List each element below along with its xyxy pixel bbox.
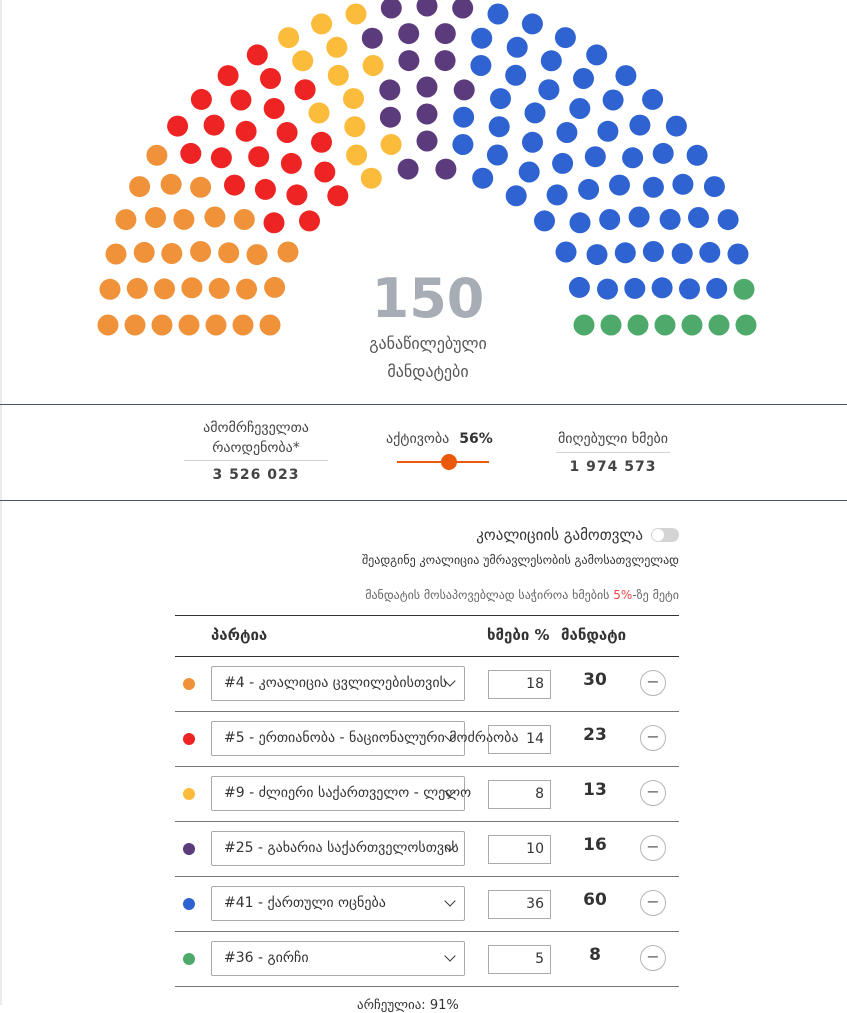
- seat-dot: [435, 23, 456, 44]
- seat-dot: [161, 243, 182, 264]
- party-select[interactable]: [211, 721, 519, 756]
- seat-dot: [534, 210, 555, 231]
- voters-label-line2: რაოდენობა*: [212, 440, 300, 456]
- turnout-value: 56%: [459, 431, 493, 447]
- seat-dot: [470, 55, 491, 76]
- votes-received-stat: [556, 431, 670, 475]
- seat-dot: [100, 279, 121, 300]
- party-color-dot: [183, 678, 195, 690]
- seat-dot: [587, 244, 608, 265]
- seat-dot: [488, 4, 509, 25]
- seat-dot: [264, 277, 285, 298]
- party-select-value: #9 - ძლიერი საქართველო - ლელო: [224, 785, 472, 801]
- remove-party-button[interactable]: −: [640, 945, 666, 971]
- party-select-value: #36 - გირჩი: [224, 950, 309, 966]
- seat-dot: [152, 315, 173, 336]
- seat-dot: [653, 143, 674, 164]
- seat-dot: [295, 79, 316, 100]
- party-color-dot: [183, 733, 195, 745]
- seat-dot: [519, 162, 540, 183]
- seat-dot: [597, 279, 618, 300]
- seat-dot: [599, 209, 620, 230]
- seat-dot: [234, 209, 255, 230]
- seat-dot: [574, 315, 595, 336]
- seat-dot: [299, 210, 320, 231]
- seat-dot: [688, 207, 709, 228]
- seat-dot: [115, 209, 136, 230]
- party-row: [175, 767, 679, 822]
- party-select-value: #41 - ქართული ოცნება: [224, 895, 386, 911]
- seat-dot: [224, 175, 245, 196]
- votes-received-value: 1 974 573: [556, 452, 670, 475]
- seat-dot: [380, 107, 401, 128]
- seat-dot: [471, 28, 492, 49]
- total-seats-number: 150: [371, 267, 485, 330]
- seat-dot: [541, 50, 562, 71]
- coalition-toggle-switch[interactable]: [651, 528, 679, 542]
- seat-dot: [525, 102, 546, 123]
- seat-dot: [615, 242, 636, 263]
- party-select-value: #5 - ერთიანობა - ნაციონალური მოძრაობა: [224, 730, 519, 746]
- seat-dot: [570, 212, 591, 233]
- remove-party-button[interactable]: −: [640, 780, 666, 806]
- remove-party-button[interactable]: −: [640, 670, 666, 696]
- seat-dot: [487, 145, 508, 166]
- seat-dot: [538, 79, 559, 100]
- voters-value: 3 526 023: [184, 460, 328, 483]
- votes-percent-input[interactable]: 18: [488, 670, 551, 699]
- seat-dot: [687, 145, 708, 166]
- chevron-down-icon: [444, 950, 455, 961]
- seats-count: 16: [583, 835, 607, 855]
- seat-dot: [624, 278, 645, 299]
- seat-dot: [522, 132, 543, 153]
- party-row: [175, 712, 679, 767]
- seat-dot: [106, 244, 127, 265]
- seat-dot: [435, 159, 456, 180]
- party-row: [175, 822, 679, 877]
- seat-dot: [230, 90, 251, 111]
- seat-dot: [547, 184, 568, 205]
- seats-count: 30: [583, 670, 607, 690]
- seat-dot: [398, 159, 419, 180]
- seat-dot: [362, 28, 383, 49]
- seats-count: 23: [583, 725, 607, 745]
- header-party: პარტია: [211, 626, 268, 644]
- seat-dot: [643, 241, 664, 262]
- seat-dot: [699, 242, 720, 263]
- chevron-down-icon: [444, 895, 455, 906]
- seat-dot: [489, 116, 510, 137]
- coalition-subtitle: შეადგინე კოალიცია უმრავლესობის გამოსათვლელად: [361, 553, 679, 567]
- seat-dot: [601, 315, 622, 336]
- seat-dot: [278, 242, 299, 263]
- seat-dot: [435, 50, 456, 71]
- turnout-stat: [386, 431, 493, 447]
- seat-dot: [190, 241, 211, 262]
- party-select-value: #25 - გახარია საქართველოსთვის: [224, 840, 459, 856]
- seat-dot: [398, 23, 419, 44]
- seat-dot: [236, 279, 257, 300]
- seat-dot: [569, 277, 590, 298]
- total-seats-caption: [328, 330, 528, 386]
- seat-dot: [190, 177, 211, 198]
- seat-dot: [615, 65, 636, 86]
- voters-label-line1: ამომრჩეველთა: [203, 420, 309, 436]
- table-top-rule: [175, 615, 679, 616]
- seat-dot: [180, 143, 201, 164]
- party-color-dot: [183, 788, 195, 800]
- seat-dot: [603, 90, 624, 111]
- seat-dot: [505, 65, 526, 86]
- seat-dot: [281, 153, 302, 174]
- seat-dot: [417, 131, 438, 152]
- seat-dot: [326, 37, 347, 58]
- seat-dot: [328, 65, 349, 86]
- seat-dot: [314, 162, 335, 183]
- seats-count: 8: [589, 945, 601, 965]
- seat-dot: [660, 209, 681, 230]
- threshold-note: [365, 588, 679, 602]
- caption-line-1: განაწილებული: [369, 334, 487, 353]
- seat-dot: [363, 55, 384, 76]
- seat-dot: [490, 88, 511, 109]
- seat-dot: [361, 168, 382, 189]
- header-seats: მანდატი: [561, 626, 627, 644]
- seat-dot: [98, 315, 119, 336]
- seat-dot: [311, 13, 332, 34]
- seat-dot: [578, 179, 599, 200]
- seat-dot: [236, 121, 257, 142]
- seat-dot: [682, 315, 703, 336]
- party-select[interactable]: [211, 941, 465, 976]
- seat-dot: [629, 115, 650, 136]
- seat-dot: [161, 174, 182, 195]
- seat-dot: [522, 13, 543, 34]
- seat-dot: [642, 89, 663, 110]
- seat-dot: [679, 278, 700, 299]
- seat-dot: [555, 27, 576, 48]
- threshold-text-before: მანდატის მოსაპოვებლად საჭიროა ხმების: [365, 588, 614, 602]
- seat-dot: [417, 104, 438, 125]
- seat-dot: [264, 212, 285, 233]
- seat-dot: [278, 27, 299, 48]
- seat-dot: [552, 153, 573, 174]
- seat-dot: [381, 134, 402, 155]
- seat-dot: [672, 243, 693, 264]
- seat-dot: [379, 79, 400, 100]
- seat-dot: [191, 89, 212, 110]
- seat-dot: [154, 278, 175, 299]
- seat-dot: [248, 146, 269, 167]
- seat-dot: [629, 207, 650, 228]
- seat-dot: [247, 244, 268, 265]
- seat-dot: [452, 0, 473, 19]
- seat-dot: [204, 207, 225, 228]
- seat-dot: [507, 37, 528, 58]
- seat-dot: [734, 279, 755, 300]
- coalition-toggle-label: კოალიციის გამოთვლა: [476, 526, 643, 544]
- seat-dot: [666, 116, 687, 137]
- seat-dot: [264, 98, 285, 119]
- turnout-slider-thumb[interactable]: [441, 454, 457, 470]
- party-color-dot: [183, 898, 195, 910]
- seat-dot: [709, 315, 730, 336]
- party-select-value: #4 - კოალიცია ცვლილებისთვის: [224, 675, 447, 691]
- divider-bottom: [0, 500, 847, 501]
- votes-percent-input[interactable]: 14: [488, 725, 551, 754]
- caption-line-2: მანდატები: [387, 362, 469, 381]
- seat-dot: [218, 65, 239, 86]
- seat-dot: [569, 98, 590, 119]
- seat-dot: [134, 242, 155, 263]
- votes-received-label: მიღებული ხმები: [557, 431, 669, 447]
- seat-dot: [127, 278, 148, 299]
- seat-dot: [204, 115, 225, 136]
- voters-stat: [184, 420, 328, 483]
- coalition-toggle-row: [476, 526, 679, 544]
- seat-dot: [247, 44, 268, 65]
- seat-dot: [585, 146, 606, 167]
- seats-count: 13: [583, 780, 607, 800]
- seat-dot: [286, 184, 307, 205]
- seat-dot: [628, 315, 649, 336]
- seat-dot: [609, 175, 630, 196]
- seat-dot: [260, 315, 281, 336]
- party-row: [175, 877, 679, 932]
- seat-dot: [417, 77, 438, 98]
- seat-dot: [209, 278, 230, 299]
- turnout-label: აქტივობა: [386, 431, 450, 447]
- seat-dot: [736, 315, 757, 336]
- toggle-knob: [652, 529, 664, 541]
- seat-dot: [655, 315, 676, 336]
- seat-dot: [398, 50, 419, 71]
- turnout-slider[interactable]: [397, 454, 489, 470]
- footer-partial-text: არჩეულია: 91%: [357, 998, 459, 1013]
- seat-dot: [255, 179, 276, 200]
- seat-dot: [277, 122, 298, 143]
- threshold-percent: 5%: [613, 588, 633, 602]
- seat-dot: [346, 4, 367, 25]
- party-color-dot: [183, 843, 195, 855]
- seat-dot: [652, 277, 673, 298]
- remove-party-button[interactable]: −: [640, 725, 666, 751]
- seat-dot: [260, 68, 281, 89]
- votes-percent-input[interactable]: 10: [488, 835, 551, 864]
- seat-dot: [556, 122, 577, 143]
- seat-dot: [453, 107, 474, 128]
- row-divider: [175, 986, 679, 987]
- seat-dot: [346, 145, 367, 166]
- seat-dot: [146, 145, 167, 166]
- seats-count: 60: [583, 890, 607, 910]
- seat-dot: [556, 242, 577, 263]
- seat-dot: [343, 88, 364, 109]
- votes-percent-input[interactable]: 36: [488, 890, 551, 919]
- seat-dot: [452, 134, 473, 155]
- seat-dot: [327, 185, 348, 206]
- party-row: [175, 657, 679, 712]
- seat-dot: [173, 209, 194, 230]
- party-select[interactable]: [211, 776, 472, 811]
- seat-dot: [309, 102, 330, 123]
- seat-dot: [622, 147, 643, 168]
- votes-percent-input[interactable]: 8: [488, 780, 551, 809]
- seat-dot: [506, 185, 527, 206]
- seat-dot: [586, 44, 607, 65]
- seat-dot: [179, 315, 200, 336]
- seat-dot: [706, 278, 727, 299]
- header-votes: ხმები %: [487, 626, 550, 644]
- remove-party-button[interactable]: −: [640, 835, 666, 861]
- seat-dot: [454, 79, 475, 100]
- seat-dot: [573, 68, 594, 89]
- seat-dot: [181, 277, 202, 298]
- seat-dot: [472, 168, 493, 189]
- seat-dot: [129, 176, 150, 197]
- seat-dot: [704, 176, 725, 197]
- party-color-dot: [183, 953, 195, 965]
- votes-percent-input[interactable]: 5: [488, 945, 551, 974]
- seat-dot: [344, 116, 365, 137]
- seat-dot: [417, 0, 438, 17]
- seat-dot: [672, 174, 693, 195]
- seat-dot: [311, 132, 332, 153]
- seat-dot: [597, 121, 618, 142]
- party-select[interactable]: [211, 666, 465, 701]
- seat-dot: [292, 50, 313, 71]
- party-row: [175, 932, 679, 987]
- party-select[interactable]: [211, 831, 465, 866]
- threshold-text-after: -ზე მეტი: [632, 588, 679, 602]
- seat-dot: [145, 207, 166, 228]
- remove-party-button[interactable]: −: [640, 890, 666, 916]
- seat-dot: [643, 177, 664, 198]
- divider-top: [0, 404, 847, 405]
- seat-dot: [206, 315, 227, 336]
- party-select[interactable]: [211, 886, 465, 921]
- seat-dot: [718, 209, 739, 230]
- seat-dot: [728, 244, 749, 265]
- seat-dot: [125, 315, 146, 336]
- seat-dot: [233, 315, 254, 336]
- seat-dot: [218, 242, 239, 263]
- seat-dot: [167, 116, 188, 137]
- seat-dot: [211, 147, 232, 168]
- seat-dot: [381, 0, 402, 19]
